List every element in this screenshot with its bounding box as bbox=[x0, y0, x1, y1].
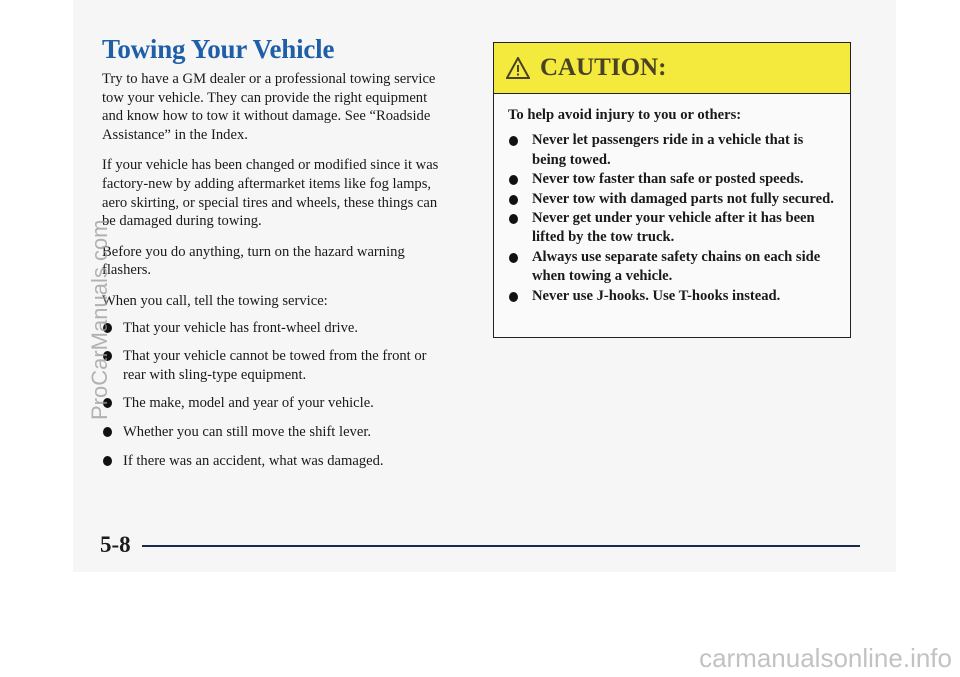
bullet-icon bbox=[509, 175, 518, 185]
bullet-icon bbox=[509, 136, 518, 146]
caution-item: Never let passengers ride in a vehicle that is being towed. bbox=[508, 131, 838, 170]
paragraph-intro: Try to have a GM dealer or a professional towing service tow your vehicle. They can provide the right equipment and know how to tow it without damage. See “Roadside Assistance” in the Index. bbox=[102, 71, 436, 143]
caution-title: CAUTION: bbox=[540, 54, 667, 81]
list-item: That your vehicle cannot be towed from the front or rear with sling-type equipment. bbox=[102, 347, 447, 384]
caution-intro: To help avoid injury to you or others: bbox=[508, 107, 742, 123]
page-title: Towing Your Vehicle bbox=[102, 34, 335, 64]
caution-box bbox=[493, 42, 851, 338]
caution-item: Never tow faster than safe or posted speeds. bbox=[508, 170, 838, 189]
paragraph-call: When you call, tell the towing service: bbox=[102, 292, 328, 309]
warning-triangle-icon bbox=[506, 57, 530, 79]
bullet-icon bbox=[509, 253, 518, 263]
bullet-icon bbox=[103, 427, 112, 437]
paragraph-hazard: Before you do anything, turn on the hazard warning flashers. bbox=[102, 243, 405, 279]
bullet-icon bbox=[103, 456, 112, 466]
caution-item: Never get under your vehicle after it has been lifted by the tow truck. bbox=[508, 209, 838, 248]
caution-list bbox=[508, 131, 838, 306]
caution-item: Never use J-hooks. Use T-hooks instead. bbox=[508, 287, 838, 306]
caution-item: Always use separate safety chains on each side when towing a vehicle. bbox=[508, 248, 838, 287]
list-item: Whether you can still move the shift lever. bbox=[102, 423, 447, 442]
towing-info-list bbox=[102, 319, 447, 471]
bullet-icon bbox=[509, 214, 518, 224]
bullet-icon bbox=[509, 195, 518, 205]
caution-header bbox=[494, 43, 850, 94]
footer-divider bbox=[142, 545, 860, 547]
list-item: If there was an accident, what was damaged. bbox=[102, 452, 447, 471]
list-item: That your vehicle has front-wheel drive. bbox=[102, 319, 447, 338]
paragraph-modifications: If your vehicle has been changed or modified since it was factory-new by adding aftermarket items like fog lamps, aero skirting, or special tires and wheels, these things can be damaged during towing. bbox=[102, 157, 439, 230]
bullet-icon bbox=[509, 292, 518, 302]
bottom-watermark: carmanualsonline.info bbox=[699, 643, 952, 673]
page-number: 5-8 bbox=[100, 532, 131, 557]
list-item: The make, model and year of your vehicle. bbox=[102, 394, 447, 413]
main-text-column bbox=[102, 70, 447, 480]
caution-item: Never tow with damaged parts not fully secured. bbox=[508, 190, 838, 209]
side-watermark: ProCarManuals.com bbox=[87, 219, 112, 420]
caution-body bbox=[494, 94, 850, 306]
